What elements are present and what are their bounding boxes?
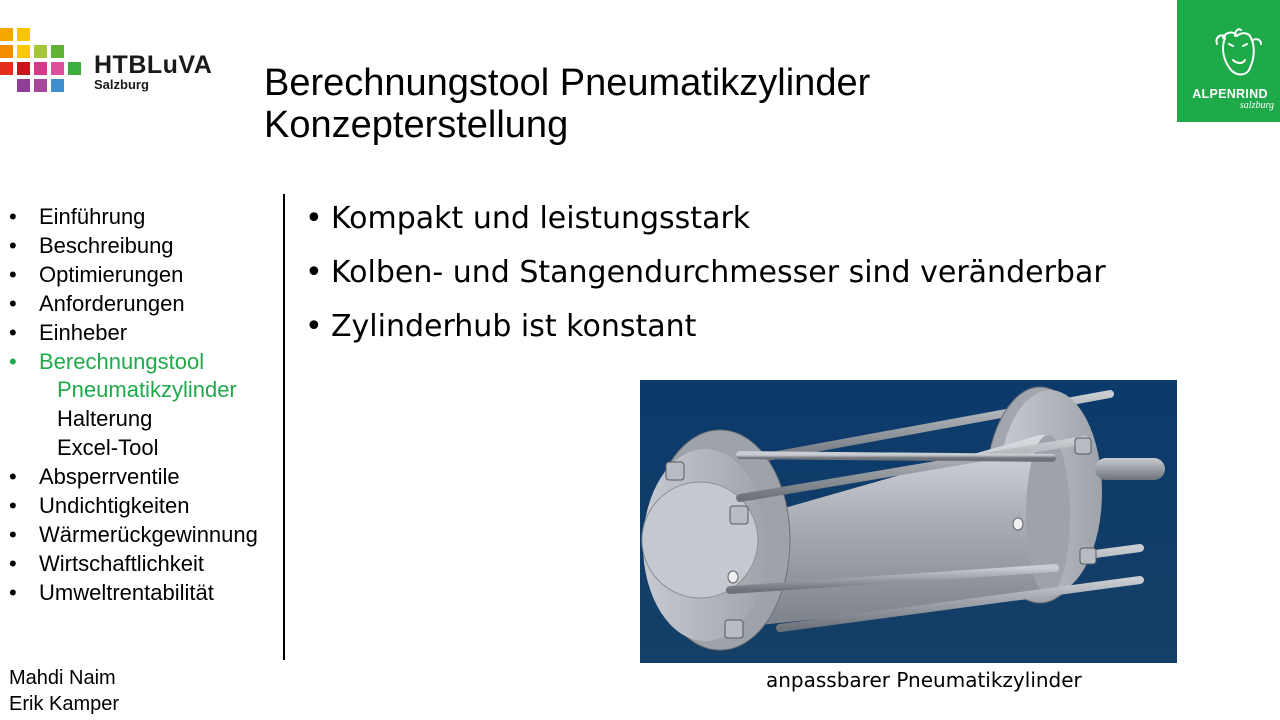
agenda-item-anforderungen: • Anforderungen (8, 290, 258, 319)
agenda-item-undichtigkeiten: • Undichtigkeiten (8, 492, 258, 521)
author-name: Erik Kamper (9, 693, 120, 715)
school-city: Salzburg (94, 77, 149, 92)
vertical-divider (283, 194, 285, 660)
partner-sub: salzburg (1239, 100, 1274, 111)
agenda-item-waermerueckgewinnung: • Wärmerückgewinnung (8, 521, 258, 550)
content-bullet: • Zylinderhub ist konstant (305, 300, 1106, 354)
agenda-item-einheber: • Einheber (8, 319, 258, 348)
agenda-list (8, 203, 258, 608)
agenda-subitem-pneumatikzylinder: Pneumatikzylinder (57, 377, 237, 403)
title-line-2: Konzepterstellung (264, 104, 569, 146)
content-bullet: • Kolben- und Stangendurchmesser sind veränderbar (305, 246, 1106, 300)
content-bullet: • Kompakt und leistungsstark (305, 192, 1106, 246)
agenda-subitem-halterung: Halterung (57, 406, 153, 432)
school-name: HTBLuVA (94, 51, 213, 79)
cow-head-icon (1177, 0, 1280, 90)
partner-logo (1177, 0, 1280, 122)
agenda-item-absperrventile: • Absperrventile (8, 463, 258, 492)
content-bullets (305, 192, 1106, 354)
authors (9, 665, 119, 717)
agenda-item-umweltrentabilitaet: • Umweltrentabilität (8, 579, 258, 608)
page-title (264, 62, 870, 146)
agenda-item-einfuehrung: • Einführung (8, 203, 258, 232)
pneumatic-cylinder-image (640, 380, 1177, 663)
school-logo-text (94, 52, 212, 92)
agenda-item-wirtschaftlichkeit: • Wirtschaftlichkeit (8, 550, 258, 579)
partner-name: ALPENRIND (1192, 87, 1268, 101)
agenda-item-optimierungen: • Optimierungen (8, 261, 258, 290)
image-caption: anpassbarer Pneumatikzylinder (766, 668, 1082, 692)
agenda-item-berechnungstool: • Berechnungstool (8, 348, 258, 377)
agenda-item-beschreibung: • Beschreibung (8, 232, 258, 261)
cylinder-render-icon (640, 380, 1177, 663)
title-line-1: Berechnungstool Pneumatikzylinder (264, 62, 871, 104)
author-name: Mahdi Naim (9, 667, 116, 689)
agenda-subitem-excel-tool: Excel-Tool (57, 435, 159, 461)
school-logo-mark-icon (0, 28, 90, 98)
